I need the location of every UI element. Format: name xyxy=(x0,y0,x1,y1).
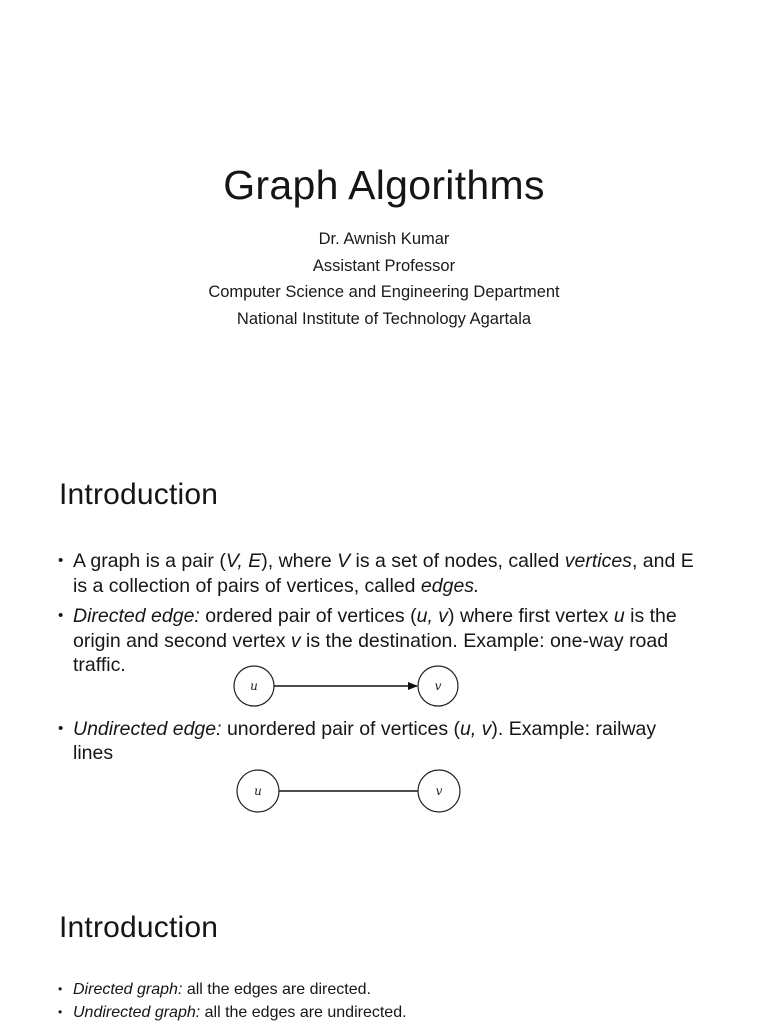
bullet-line xyxy=(73,1004,407,1021)
bullet-line xyxy=(73,575,479,597)
italic-text: Undirected edge: xyxy=(73,717,222,740)
text: ), where xyxy=(261,550,338,572)
italic-text: vertices xyxy=(564,550,632,572)
italic-text: edges. xyxy=(420,574,480,597)
bullet-graph-definition xyxy=(58,549,728,598)
bullet-line xyxy=(73,550,694,572)
italic-text: u xyxy=(613,605,625,627)
italic-text: Directed edge: xyxy=(73,605,200,627)
italic-text: u, v xyxy=(416,605,449,627)
bullet-line xyxy=(73,742,113,764)
italic-text: u, v xyxy=(459,717,492,740)
node-u-label: u xyxy=(254,784,262,798)
italic-text: v xyxy=(290,629,301,652)
text: A graph is a pair ( xyxy=(73,550,226,572)
bullet-directed-graph xyxy=(58,978,728,1001)
text: is a set of nodes, called xyxy=(350,550,565,572)
italic-text: V xyxy=(337,550,351,572)
slide-heading: Introduction xyxy=(59,478,219,511)
presentation-title: Graph Algorithms xyxy=(223,162,545,208)
text: all the edges are directed. xyxy=(182,981,371,998)
bullet-line xyxy=(73,654,126,676)
author-name: Dr. Awnish Kumar xyxy=(318,230,450,248)
node-v-label: v xyxy=(434,679,442,693)
bullet-undirected-edge xyxy=(58,717,728,766)
author-position: Assistant Professor xyxy=(312,256,456,275)
italic-text: Undirected graph: xyxy=(73,1004,201,1021)
text: origin and second vertex xyxy=(73,629,291,652)
author-department: Computer Science and Engineering Department xyxy=(208,283,560,301)
text: all the edges are undirected. xyxy=(200,1004,407,1021)
node-v-label: v xyxy=(435,784,443,798)
text: ordered pair of vertices ( xyxy=(199,605,417,627)
author-info xyxy=(0,226,768,332)
italic-text: Directed graph: xyxy=(73,981,183,998)
bullet-list xyxy=(58,549,728,766)
text: , and E xyxy=(631,550,694,572)
text: is a collection of pairs of vertices, called xyxy=(73,574,421,597)
bullet-line xyxy=(73,630,668,652)
text: unordered pair of vertices ( xyxy=(221,717,460,740)
text: traffic. xyxy=(73,654,126,676)
node-u-label: u xyxy=(250,679,258,693)
introduction-slide-1 xyxy=(0,384,768,884)
author-institute: National Institute of Technology Agartala xyxy=(236,309,532,328)
text: is the destination. Example: one-way road xyxy=(300,629,669,652)
text: ). Example: railway xyxy=(491,717,657,740)
bullet-line xyxy=(73,718,656,740)
undirected-edge-diagram xyxy=(230,766,470,816)
slide-heading: Introduction xyxy=(59,911,219,944)
bullet-line xyxy=(73,981,371,998)
directed-edge-diagram xyxy=(228,660,468,710)
bullet-list xyxy=(58,978,728,1024)
text: lines xyxy=(73,742,114,764)
text: is the xyxy=(624,605,677,627)
title-slide xyxy=(0,0,768,384)
bullet-undirected-graph xyxy=(58,1001,728,1024)
bullet-line xyxy=(73,605,677,627)
text: ) where first vertex xyxy=(448,605,614,627)
italic-text: V, E xyxy=(225,550,262,572)
introduction-slide-2 xyxy=(0,884,768,1024)
